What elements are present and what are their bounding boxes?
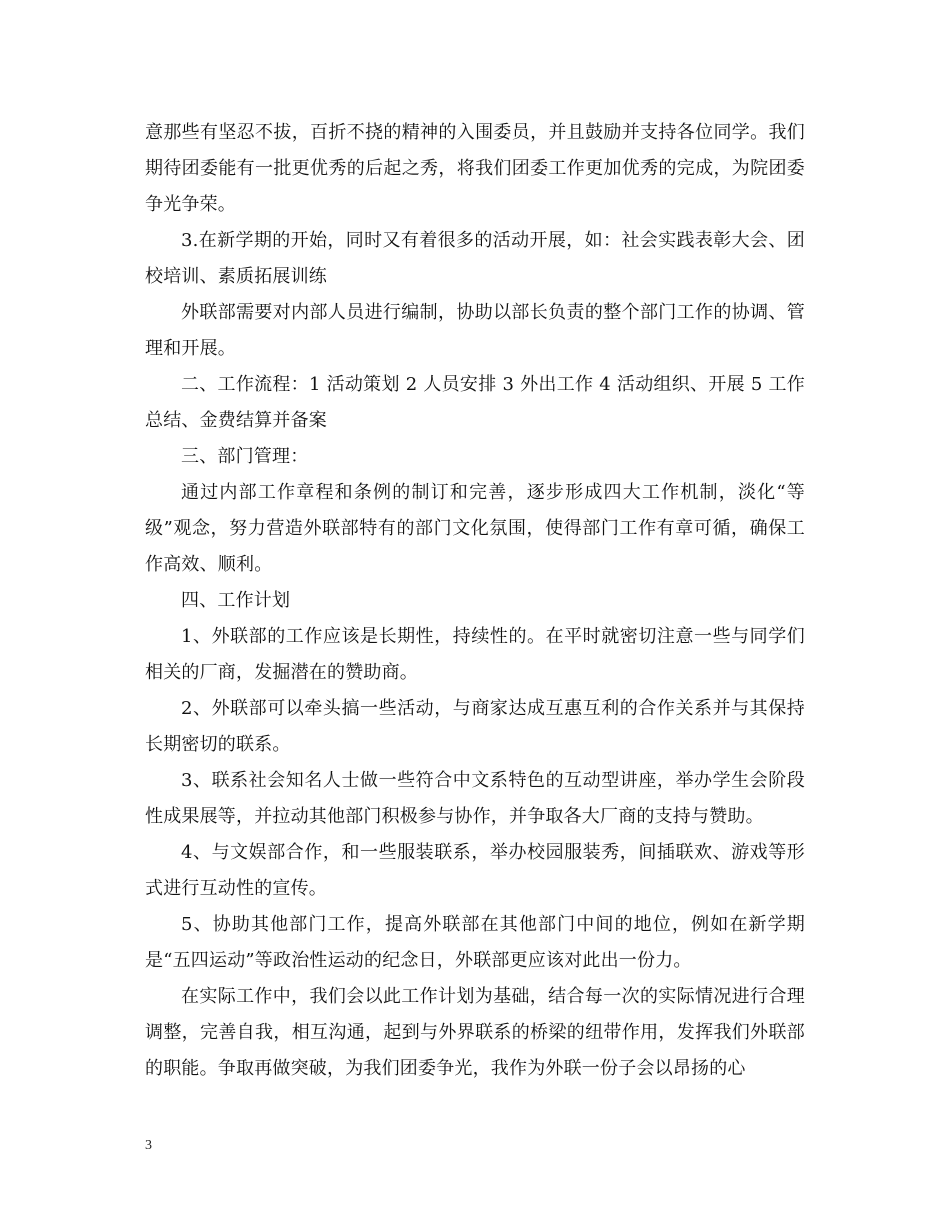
paragraph-item-3-activities: 3.在新学期的开始，同时又有着很多的活动开展，如：社会实践表彰大会、团校培训、素质拓展训练 <box>145 230 805 287</box>
page-number: 3 <box>145 1138 152 1153</box>
document-body <box>145 115 805 1087</box>
plan-item-4: 4、与文娱部合作，和一些服装联系，举办校园服装秀，间插联欢、游戏等形式进行互动性的宣传。 <box>145 842 805 899</box>
heading-work-plan: 四、工作计划 <box>181 590 291 611</box>
paragraph-work-process: 二、工作流程：1 活动策划 2 人员安排 3 外出工作 4 活动组织、开展 5 工作总结、金费结算并备案 <box>145 374 805 431</box>
paragraph-conclusion: 在实际工作中，我们会以此工作计划为基础，结合每一次的实际情况进行合理调整，完善自我，相互沟通，起到与外界联系的桥梁的纽带作用，发挥我们外联部的职能。争取再做突破，为我们团委争光，我作为外联一份子会以昂扬的心 <box>145 986 805 1079</box>
plan-item-2: 2、外联部可以牵头搞一些活动，与商家达成互惠互利的合作关系并与其保持长期密切的联系。 <box>145 698 805 755</box>
paragraph-management-detail: 通过内部工作章程和条例的制订和完善，逐步形成四大工作机制，淡化“等级”观念，努力营造外联部特有的部门文化氛围，使得部门工作有章可循，确保工作高效、顺利。 <box>145 482 805 575</box>
paragraph-continuation: 意那些有坚忍不拔，百折不挠的精神的入围委员，并且鼓励并支持各位同学。我们期待团委能有一批更优秀的后起之秀，将我们团委工作更加优秀的完成，为院团委争光争荣。 <box>145 122 805 215</box>
plan-item-1: 1、外联部的工作应该是长期性，持续性的。在平时就密切注意一些与同学们相关的厂商，发掘潜在的赞助商。 <box>145 626 805 683</box>
paragraph-staffing: 外联部需要对内部人员进行编制，协助以部长负责的整个部门工作的协调、管理和开展。 <box>145 302 805 359</box>
plan-item-5: 5、协助其他部门工作，提高外联部在其他部门中间的地位，例如在新学期是“五四运动”等政治性运动的纪念日，外联部更应该对此出一份力。 <box>145 914 805 971</box>
heading-department-management: 三、部门管理： <box>181 446 309 467</box>
plan-item-3: 3、联系社会知名人士做一些符合中文系特色的互动型讲座，举办学生会阶段性成果展等，并拉动其他部门积极参与协作，并争取各大厂商的支持与赞助。 <box>145 770 805 827</box>
